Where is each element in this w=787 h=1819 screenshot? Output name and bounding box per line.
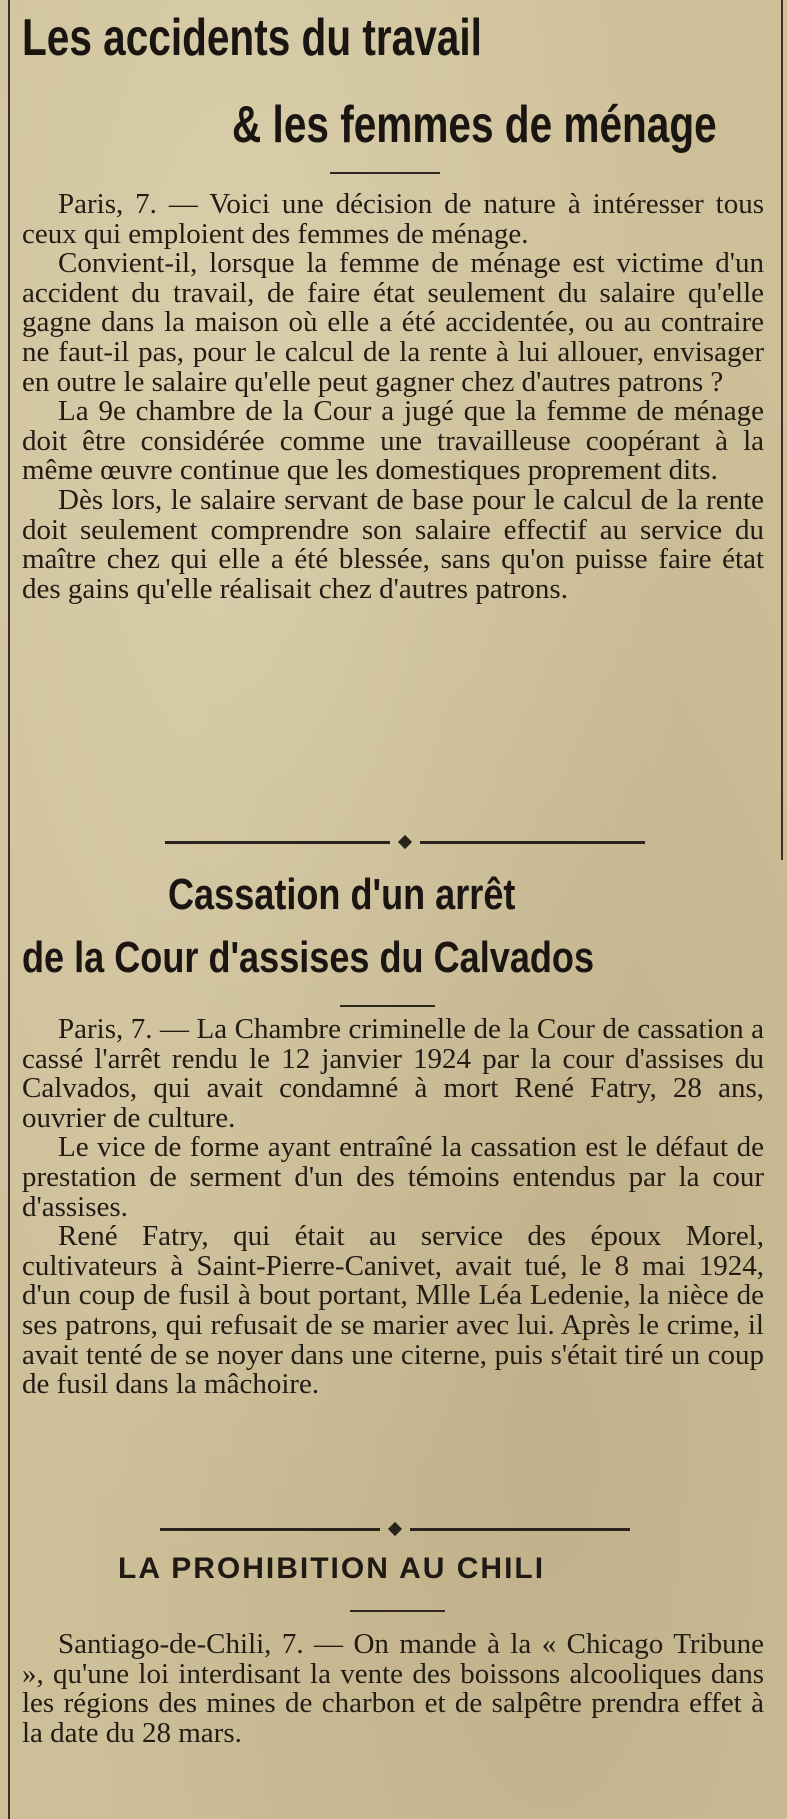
article-2-paragraph: Le vice de forme ayant entraîné la cassation est le défaut de prestation de serment d'un des témoins entendus par la cour d'assises. [22,1131,764,1223]
article-3-title: LA PROHIBITION AU CHILI [118,1552,546,1585]
article-3-paragraph: Santiago-de-Chili, 7. — On mande à la « Chicago Tribune », qu'une loi interdisant la vente des boissons alcooliques dans les régions des mines de charbon et de salpêtre prendra effet à la date du 28 mars. [22,1628,764,1749]
title-underline [340,1005,435,1007]
article-2-title-line-1: Cassation d'un arrêt [168,870,516,919]
column-rule-right [781,0,783,860]
article-2-paragraph: René Fatry, qui était au service des époux Morel, cultivateurs à Saint-Pierre-Canivet, avait tué, le 8 mai 1924, d'un coup de fusil à bout portant, Mlle Léa Ledenie, la nièce de ses patrons, qui refusait de se marier avec lui. Après le crime, il avait tenté de se noyer dans une citerne, puis s'était tiré un coup de fusil dans la mâchoire. [22,1220,764,1401]
article-1-paragraph: Convient-il, lorsque la femme de ménage est victime d'un accident du travail, de faire état seulement du salaire qu'elle gagne dans la maison où elle a été accidentée, ou au contraire ne faut-il pas, pour le calcul de la rente à lui allouer, envisager en outre le salaire qu'elle peut gagner chez d'autres patrons ? [22,247,764,398]
article-1-title-line-2: & les femmes de ménage [232,96,717,154]
article-1-paragraph: La 9e chambre de la Cour a jugé que la femme de ménage doit être considérée comme une travailleuse coopérant à la même œuvre continue que les domestiques proprement dits. [22,395,764,487]
article-1-body [22,190,764,604]
article-2-paragraph: Paris, 7. — La Chambre criminelle de la Cour de cassation a cassé l'arrêt rendu le 12 janvier 1924 par la cour d'assises du Calvados, qui avait condamné à mort René Fatry, 28 ans, ouvrier de culture. [22,1013,764,1134]
article-3-body [22,1630,764,1748]
title-underline [330,172,440,174]
article-1-paragraph: Dès lors, le salaire servant de base pour le calcul de la rente doit seulement comprendre son salaire effectif au service du maître chez qui elle a été blessée, sans qu'on puisse faire état des gains qu'elle réalisait chez d'autres patrons. [22,483,764,605]
column-rule-left [8,0,10,1819]
section-divider-ornament [165,835,645,849]
article-2-body [22,1015,764,1400]
section-divider-ornament [160,1522,630,1536]
title-underline [350,1610,445,1612]
article-1-paragraph: Paris, 7. — Voici une décision de nature à intéresser tous ceux qui emploient des femmes de ménage. [22,188,764,250]
article-1-title-line-1: Les accidents du travail [22,9,482,67]
article-2-title-line-2: de la Cour d'assises du Calvados [22,933,595,982]
